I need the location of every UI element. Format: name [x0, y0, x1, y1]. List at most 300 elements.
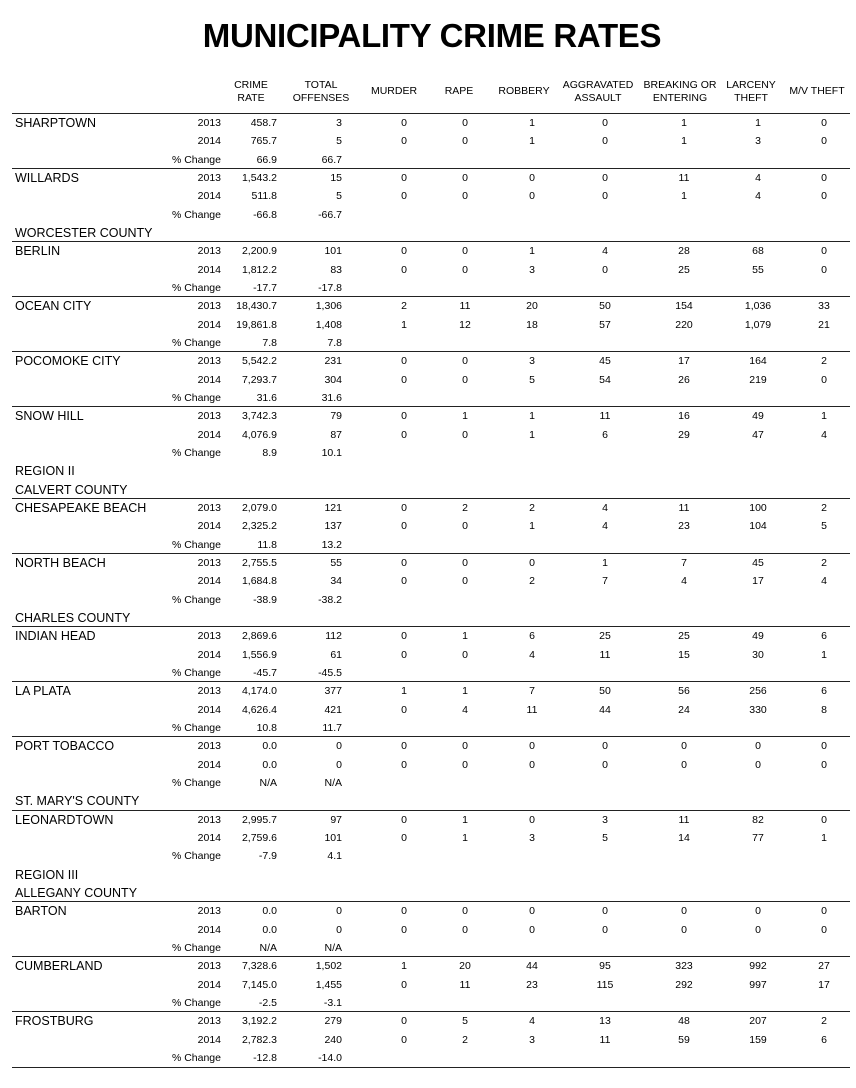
offense-count-cell: 0 — [401, 557, 407, 570]
offense-count-cell: 1 — [529, 135, 535, 148]
offense-count-cell: 11 — [678, 502, 690, 515]
offense-count-cell: 30 — [752, 648, 764, 661]
offense-count-cell: 33 — [818, 300, 830, 313]
offense-count-cell: 2 — [529, 575, 535, 588]
offense-count-cell: 0 — [401, 630, 407, 643]
offense-count-cell: 77 — [752, 832, 764, 845]
offense-count-cell: 0 — [681, 758, 687, 771]
crime-rate-cell: 0.0 — [262, 923, 277, 936]
row-divider — [12, 956, 850, 957]
offense-count-cell: 0 — [401, 923, 407, 936]
offense-count-cell: 0 — [401, 1015, 407, 1028]
crime-rate-change: -17.7 — [253, 282, 277, 295]
year-cell: 2014 — [197, 318, 221, 331]
year-cell: 2013 — [197, 960, 221, 973]
offense-count-cell: 115 — [596, 978, 614, 991]
offense-count-cell: 4 — [529, 648, 535, 661]
page-title: MUNICIPALITY CRIME RATES — [202, 17, 662, 54]
percent-change-label: % Change — [171, 722, 221, 735]
total-offenses-cell: 61 — [330, 648, 342, 661]
column-header-line: MURDER — [370, 85, 418, 97]
offense-count-cell: 11 — [599, 648, 611, 661]
offense-count-cell: 16 — [678, 410, 690, 423]
percent-change-label: % Change — [171, 538, 221, 551]
offense-count-cell: 44 — [599, 703, 611, 716]
total-offenses-change: 4.1 — [327, 850, 342, 863]
offense-count-cell: 0 — [462, 905, 468, 918]
offense-count-cell: 0 — [755, 740, 761, 753]
offense-count-cell: 20 — [459, 960, 471, 973]
total-offenses-cell: 304 — [324, 373, 342, 386]
offense-count-cell: 45 — [599, 355, 611, 368]
total-offenses-change: 13.2 — [321, 538, 342, 551]
total-offenses-change: -14.0 — [318, 1051, 342, 1064]
crime-rate-cell: 3,192.2 — [241, 1015, 277, 1028]
total-offenses-cell: 79 — [330, 410, 342, 423]
total-offenses-cell: 1,306 — [315, 300, 342, 313]
offense-count-cell: 256 — [749, 685, 767, 698]
offense-count-cell: 1 — [529, 245, 535, 258]
crime-rate-cell: 4,626.4 — [241, 703, 277, 716]
column-header — [644, 79, 717, 107]
row-divider — [12, 1011, 850, 1012]
offense-count-cell: 23 — [526, 978, 538, 991]
percent-change-label: % Change — [171, 1051, 221, 1064]
total-offenses-cell: 1,502 — [315, 960, 342, 973]
crime-rate-cell: 2,759.6 — [241, 832, 277, 845]
offense-count-cell: 15 — [678, 648, 690, 661]
offense-count-cell: 11 — [526, 703, 538, 716]
year-cell: 2014 — [197, 428, 221, 441]
crime-rate-cell: 7,145.0 — [241, 978, 277, 991]
crime-rate-cell: 458.7 — [250, 117, 277, 130]
offense-count-cell: 0 — [401, 648, 407, 661]
total-offenses-change: -38.2 — [318, 593, 342, 606]
row-divider — [12, 296, 850, 297]
percent-change-label: % Change — [171, 447, 221, 460]
percent-change-label: % Change — [171, 282, 221, 295]
offense-count-cell: 0 — [602, 740, 608, 753]
offense-count-cell: 1 — [681, 135, 687, 148]
crime-rate-cell: 18,430.7 — [236, 300, 277, 313]
column-header-line: ASSAULT — [574, 92, 622, 104]
offense-count-cell: 0 — [529, 557, 535, 570]
column-header-line: BREAKING OR — [643, 79, 717, 91]
year-cell: 2014 — [197, 373, 221, 386]
offense-count-cell: 4 — [755, 190, 761, 203]
offense-count-cell: 323 — [675, 960, 693, 973]
total-offenses-cell: 421 — [324, 703, 342, 716]
offense-count-cell: 1 — [401, 960, 407, 973]
percent-change-label: % Change — [171, 997, 221, 1009]
offense-count-cell: 27 — [818, 960, 830, 973]
total-offenses-cell: 101 — [324, 245, 342, 258]
total-offenses-cell: 0 — [336, 740, 342, 753]
column-header-line: RAPE — [444, 85, 474, 97]
offense-count-cell: 0 — [462, 135, 468, 148]
municipality-name: FROSTBURG — [15, 1014, 94, 1029]
year-cell: 2014 — [197, 703, 221, 716]
year-cell: 2013 — [197, 117, 221, 130]
crime-rate-cell: 3,742.3 — [241, 410, 277, 423]
column-header — [789, 79, 844, 113]
row-divider — [12, 1067, 850, 1068]
offense-count-cell: 11 — [678, 172, 690, 185]
column-header — [293, 79, 350, 107]
offense-count-cell: 24 — [678, 703, 690, 716]
offense-count-cell: 0 — [401, 263, 407, 276]
crime-rate-change: 7.8 — [262, 337, 277, 350]
row-divider — [12, 553, 850, 554]
year-cell: 2014 — [197, 758, 221, 771]
year-cell: 2013 — [197, 245, 221, 258]
section-heading: CALVERT COUNTY — [15, 482, 128, 497]
crime-rate-cell: 2,782.3 — [241, 1033, 277, 1046]
offense-count-cell: 1 — [681, 117, 687, 130]
crime-rate-change: 10.8 — [256, 722, 277, 735]
municipality-name: BARTON — [15, 904, 67, 919]
total-offenses-change: 66.7 — [321, 153, 342, 166]
crime-rate-cell: 2,200.9 — [241, 245, 277, 258]
offense-count-cell: 0 — [462, 648, 468, 661]
offense-count-cell: 1 — [602, 557, 608, 570]
offense-count-cell: 5 — [602, 832, 608, 845]
municipality-name: WILLARDS — [15, 171, 79, 186]
year-cell: 2013 — [197, 740, 221, 753]
offense-count-cell: 0 — [529, 190, 535, 203]
crime-rate-change: 11.8 — [257, 538, 277, 551]
crime-rate-change: N/A — [259, 777, 277, 790]
crime-rate-cell: 511.8 — [251, 190, 277, 203]
offense-count-cell: 17 — [818, 978, 830, 991]
section-heading: ALLEGANY COUNTY — [15, 886, 138, 901]
total-offenses-cell: 1,408 — [315, 318, 342, 331]
offense-count-cell: 4 — [821, 428, 827, 441]
offense-count-cell: 330 — [749, 703, 767, 716]
year-cell: 2013 — [197, 172, 221, 185]
offense-count-cell: 6 — [602, 428, 608, 441]
offense-count-cell: 4 — [602, 520, 608, 533]
row-divider — [12, 626, 850, 627]
offense-count-cell: 159 — [749, 1033, 767, 1046]
offense-count-cell: 0 — [681, 905, 687, 918]
crime-rate-change: 66.9 — [256, 153, 277, 166]
total-offenses-cell: 97 — [330, 813, 342, 826]
year-cell: 2014 — [197, 832, 221, 845]
column-header-line: CRIME — [234, 79, 268, 91]
offense-count-cell: 4 — [602, 502, 608, 515]
offense-count-cell: 0 — [462, 520, 468, 533]
municipality-name: NORTH BEACH — [15, 556, 106, 571]
crime-rate-cell: 0.0 — [262, 740, 277, 753]
offense-count-cell: 25 — [678, 263, 690, 276]
crime-rate-cell: 7,328.6 — [241, 960, 277, 973]
offense-count-cell: 0 — [401, 740, 407, 753]
crime-rate-change: 31.6 — [256, 392, 277, 405]
crime-rate-cell: 7,293.7 — [241, 373, 277, 386]
offense-count-cell: 45 — [752, 557, 764, 570]
municipality-name: LEONARDTOWN — [15, 812, 114, 827]
total-offenses-cell: 83 — [330, 263, 342, 276]
offense-count-cell: 207 — [749, 1015, 767, 1028]
offense-count-cell: 2 — [462, 1033, 468, 1046]
offense-count-cell: 4 — [755, 172, 761, 185]
offense-count-cell: 6 — [529, 630, 535, 643]
row-divider — [12, 810, 850, 811]
total-offenses-cell: 101 — [324, 832, 342, 845]
year-cell: 2013 — [197, 685, 221, 698]
total-offenses-change: N/A — [324, 777, 342, 790]
offense-count-cell: 26 — [678, 373, 690, 386]
offense-count-cell: 0 — [401, 355, 407, 368]
offense-count-cell: 0 — [462, 117, 468, 130]
column-header-line: AGGRAVATED — [562, 79, 634, 91]
total-offenses-change: N/A — [324, 942, 342, 954]
year-cell: 2014 — [197, 1033, 221, 1046]
section-heading: WORCESTER COUNTY — [15, 226, 153, 241]
offense-count-cell: 4 — [681, 575, 687, 588]
offense-count-cell: 0 — [681, 923, 687, 936]
offense-count-cell: 4 — [462, 703, 468, 716]
offense-count-cell: 0 — [401, 190, 407, 203]
offense-count-cell: 0 — [821, 190, 827, 203]
total-offenses-cell: 279 — [324, 1015, 342, 1028]
total-offenses-cell: 0 — [336, 905, 342, 918]
offense-count-cell: 0 — [821, 373, 827, 386]
offense-count-cell: 1 — [529, 520, 535, 533]
offense-count-cell: 0 — [401, 758, 407, 771]
column-header — [234, 79, 268, 107]
column-header — [371, 79, 417, 113]
offense-count-cell: 0 — [821, 758, 827, 771]
offense-count-cell: 2 — [821, 355, 827, 368]
crime-rate-cell: 2,079.0 — [241, 502, 277, 515]
offense-count-cell: 0 — [462, 758, 468, 771]
column-header-line: RATE — [237, 92, 265, 104]
crime-rate-change: 8.9 — [262, 447, 277, 460]
total-offenses-cell: 5 — [336, 190, 342, 203]
offense-count-cell: 47 — [752, 428, 764, 441]
offense-count-cell: 23 — [678, 520, 690, 533]
total-offenses-cell: 1,455 — [315, 978, 342, 991]
percent-change-label: % Change — [171, 850, 221, 863]
offense-count-cell: 6 — [821, 1033, 827, 1046]
total-offenses-change: 11.7 — [322, 722, 342, 735]
year-cell: 2013 — [197, 300, 221, 313]
offense-count-cell: 25 — [599, 630, 611, 643]
offense-count-cell: 0 — [602, 172, 608, 185]
offense-count-cell: 7 — [602, 575, 608, 588]
crime-rate-cell: 2,325.2 — [241, 520, 277, 533]
offense-count-cell: 0 — [821, 245, 827, 258]
offense-count-cell: 1 — [529, 428, 535, 441]
offense-count-cell: 1 — [462, 685, 468, 698]
crime-rate-change: N/A — [259, 942, 277, 954]
offense-count-cell: 0 — [821, 905, 827, 918]
offense-count-cell: 6 — [821, 630, 827, 643]
offense-count-cell: 0 — [602, 263, 608, 276]
offense-count-cell: 55 — [752, 263, 764, 276]
offense-count-cell: 0 — [755, 923, 761, 936]
row-divider — [12, 241, 850, 242]
offense-count-cell: 0 — [401, 502, 407, 515]
crime-rate-cell: 1,812.2 — [241, 263, 277, 276]
offense-count-cell: 0 — [602, 905, 608, 918]
offense-count-cell: 0 — [462, 575, 468, 588]
offense-count-cell: 5 — [529, 373, 535, 386]
percent-change-label: % Change — [171, 942, 221, 954]
offense-count-cell: 50 — [599, 300, 611, 313]
offense-count-cell: 0 — [401, 813, 407, 826]
offense-count-cell: 0 — [755, 758, 761, 771]
year-cell: 2013 — [197, 355, 221, 368]
offense-count-cell: 44 — [526, 960, 538, 973]
year-cell: 2013 — [197, 410, 221, 423]
municipality-name: OCEAN CITY — [15, 299, 92, 314]
total-offenses-cell: 3 — [336, 117, 342, 130]
municipality-name: BERLIN — [15, 244, 61, 259]
offense-count-cell: 4 — [529, 1015, 535, 1028]
offense-count-cell: 1 — [755, 117, 761, 130]
offense-count-cell: 0 — [462, 923, 468, 936]
percent-change-label: % Change — [171, 392, 221, 405]
column-header-line: LARCENY — [726, 79, 776, 91]
section-heading: REGION III — [15, 867, 79, 882]
offense-count-cell: 95 — [599, 960, 611, 973]
offense-count-cell: 1 — [462, 813, 468, 826]
offense-count-cell: 5 — [462, 1015, 468, 1028]
offense-count-cell: 292 — [675, 978, 693, 991]
offense-count-cell: 0 — [529, 905, 535, 918]
offense-count-cell: 219 — [749, 373, 767, 386]
offense-count-cell: 1 — [529, 117, 535, 130]
municipality-name: POCOMOKE CITY — [15, 354, 121, 369]
offense-count-cell: 0 — [462, 428, 468, 441]
municipality-name: PORT TOBACCO — [15, 739, 115, 754]
row-divider — [12, 406, 850, 407]
offense-count-cell: 0 — [529, 813, 535, 826]
crime-rate-cell: 1,684.8 — [241, 575, 277, 588]
offense-count-cell: 3 — [602, 813, 608, 826]
offense-count-cell: 54 — [599, 373, 611, 386]
offense-count-cell: 0 — [602, 190, 608, 203]
column-header-line: ENTERING — [652, 92, 708, 104]
offense-count-cell: 3 — [529, 1033, 535, 1046]
offense-count-cell: 21 — [818, 318, 830, 331]
offense-count-cell: 1 — [401, 318, 407, 331]
offense-count-cell: 1 — [462, 832, 468, 845]
crime-rate-cell: 19,861.8 — [236, 318, 277, 331]
year-cell: 2013 — [197, 557, 221, 570]
row-divider — [12, 168, 850, 169]
offense-count-cell: 104 — [749, 520, 767, 533]
row-divider — [12, 113, 850, 114]
offense-count-cell: 0 — [401, 117, 407, 130]
year-cell: 2014 — [197, 978, 221, 991]
offense-count-cell: 997 — [749, 978, 767, 991]
offense-count-cell: 0 — [462, 373, 468, 386]
offense-count-cell: 1,036 — [744, 300, 772, 313]
column-header — [563, 79, 634, 107]
total-offenses-cell: 121 — [324, 502, 342, 515]
offense-count-cell: 0 — [529, 758, 535, 771]
offense-count-cell: 154 — [675, 300, 693, 313]
year-cell: 2013 — [197, 630, 221, 643]
offense-count-cell: 11 — [459, 978, 471, 991]
section-heading: REGION II — [15, 464, 75, 479]
total-offenses-cell: 240 — [324, 1033, 342, 1046]
municipality-name: INDIAN HEAD — [15, 629, 96, 644]
offense-count-cell: 0 — [401, 703, 407, 716]
offense-count-cell: 49 — [752, 630, 764, 643]
row-divider — [12, 681, 850, 682]
percent-change-label: % Change — [171, 153, 221, 166]
offense-count-cell: 1 — [529, 410, 535, 423]
municipality-name: SHARPTOWN — [15, 116, 97, 131]
offense-count-cell: 28 — [678, 245, 690, 258]
row-divider — [12, 736, 850, 737]
crime-rate-cell: 4,076.9 — [241, 428, 277, 441]
offense-count-cell: 82 — [752, 813, 764, 826]
offense-count-cell: 0 — [529, 923, 535, 936]
offense-count-cell: 100 — [749, 502, 767, 515]
section-heading: CHARLES COUNTY — [15, 611, 131, 626]
offense-count-cell: 3 — [529, 832, 535, 845]
offense-count-cell: 57 — [599, 318, 611, 331]
offense-count-cell: 0 — [462, 557, 468, 570]
offense-count-cell: 56 — [678, 685, 690, 698]
offense-count-cell: 1,079 — [744, 318, 772, 331]
offense-count-cell: 1 — [462, 630, 468, 643]
total-offenses-cell: 231 — [324, 355, 342, 368]
crime-rate-change: -45.7 — [253, 667, 277, 680]
offense-count-cell: 2 — [821, 557, 827, 570]
offense-count-cell: 11 — [678, 813, 690, 826]
year-cell: 2014 — [197, 923, 221, 936]
offense-count-cell: 0 — [821, 172, 827, 185]
offense-count-cell: 0 — [821, 923, 827, 936]
offense-count-cell: 2 — [529, 502, 535, 515]
year-cell: 2013 — [197, 813, 221, 826]
offense-count-cell: 17 — [678, 355, 690, 368]
total-offenses-cell: 0 — [336, 923, 342, 936]
crime-rate-cell: 0.0 — [262, 905, 277, 918]
offense-count-cell: 164 — [749, 355, 767, 368]
total-offenses-cell: 112 — [325, 630, 342, 643]
offense-count-cell: 0 — [401, 1033, 407, 1046]
offense-count-cell: 0 — [821, 263, 827, 276]
offense-count-cell: 0 — [821, 813, 827, 826]
offense-count-cell: 6 — [821, 685, 827, 698]
offense-count-cell: 3 — [755, 135, 761, 148]
offense-count-cell: 0 — [755, 905, 761, 918]
crime-rate-cell: 1,543.2 — [241, 172, 277, 185]
offense-count-cell: 2 — [821, 1015, 827, 1028]
year-cell: 2014 — [197, 190, 221, 203]
crime-rate-change: -7.9 — [258, 850, 277, 863]
offense-count-cell: 0 — [462, 740, 468, 753]
total-offenses-cell: 34 — [330, 575, 342, 588]
offense-count-cell: 68 — [752, 245, 764, 258]
offense-count-cell: 11 — [459, 300, 471, 313]
crime-rate-change: -38.9 — [253, 593, 277, 606]
offense-count-cell: 2 — [462, 502, 468, 515]
offense-count-cell: 59 — [678, 1033, 690, 1046]
total-offenses-cell: 0 — [336, 758, 342, 771]
offense-count-cell: 220 — [675, 318, 693, 331]
offense-count-cell: 1 — [821, 648, 827, 661]
percent-change-label: % Change — [171, 667, 221, 680]
